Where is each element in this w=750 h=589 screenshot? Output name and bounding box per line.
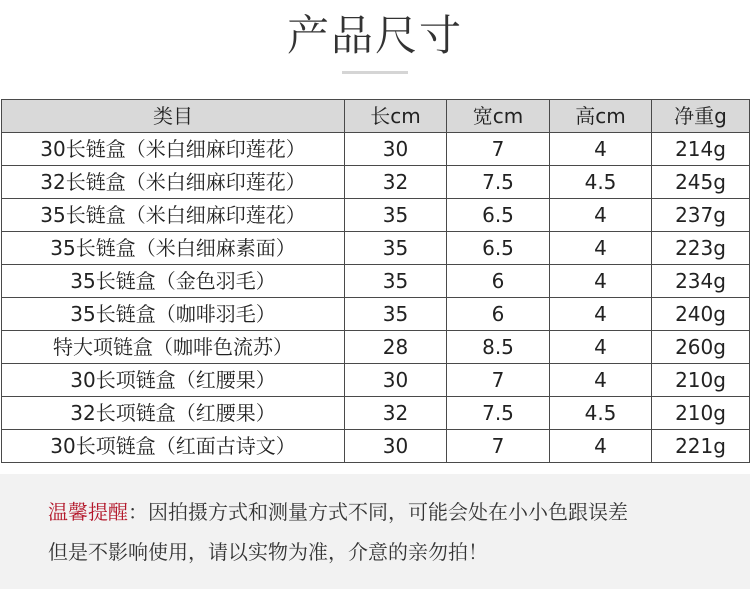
size-table xyxy=(1,99,750,463)
notice-label: 温馨提醒 xyxy=(48,500,128,524)
cell-height: 4 xyxy=(550,430,652,463)
title-underline xyxy=(342,71,408,74)
table-row xyxy=(2,199,750,232)
cell-width: 8.5 xyxy=(447,331,550,364)
title-section xyxy=(0,0,750,100)
cell-width: 6 xyxy=(447,298,550,331)
notice-text-1: ：因拍摄方式和测量方式不同，可能会处在小小色跟误差 xyxy=(128,500,628,524)
cell-category: 30长链盒（米白细麻印莲花） xyxy=(2,133,345,166)
table-row xyxy=(2,265,750,298)
cell-weight: 237g xyxy=(652,199,750,232)
cell-height: 4 xyxy=(550,199,652,232)
cell-category: 35长链盒（咖啡羽毛） xyxy=(2,298,345,331)
notice-line-1 xyxy=(48,498,628,526)
cell-length: 35 xyxy=(345,298,447,331)
cell-height: 4 xyxy=(550,232,652,265)
table-row xyxy=(2,232,750,265)
cell-category: 30长项链盒（红面古诗文） xyxy=(2,430,345,463)
cell-height: 4 xyxy=(550,265,652,298)
cell-length: 35 xyxy=(345,265,447,298)
table-row xyxy=(2,430,750,463)
cell-height: 4 xyxy=(550,298,652,331)
cell-length: 28 xyxy=(345,331,447,364)
table-row xyxy=(2,166,750,199)
cell-weight: 240g xyxy=(652,298,750,331)
cell-category: 32长项链盒（红腰果） xyxy=(2,397,345,430)
cell-height: 4 xyxy=(550,133,652,166)
cell-length: 30 xyxy=(345,430,447,463)
table-body xyxy=(2,133,750,463)
cell-weight: 234g xyxy=(652,265,750,298)
cell-length: 32 xyxy=(345,166,447,199)
cell-category: 特大项链盒（咖啡色流苏） xyxy=(2,331,345,364)
page-title: 产品尺寸 xyxy=(286,11,463,60)
header-height: 高cm xyxy=(550,100,652,133)
header-category: 类目 xyxy=(2,100,345,133)
cell-category: 35长链盒（米白细麻印莲花） xyxy=(2,199,345,232)
header-weight: 净重g xyxy=(652,100,750,133)
cell-length: 30 xyxy=(345,133,447,166)
cell-weight: 245g xyxy=(652,166,750,199)
table-row xyxy=(2,133,750,166)
cell-weight: 223g xyxy=(652,232,750,265)
table-row xyxy=(2,298,750,331)
cell-width: 6 xyxy=(447,265,550,298)
table-row xyxy=(2,397,750,430)
cell-width: 6.5 xyxy=(447,199,550,232)
header-width: 宽cm xyxy=(447,100,550,133)
cell-category: 35长链盒（米白细麻素面） xyxy=(2,232,345,265)
cell-weight: 260g xyxy=(652,331,750,364)
cell-height: 4.5 xyxy=(550,166,652,199)
cell-weight: 221g xyxy=(652,430,750,463)
cell-width: 7.5 xyxy=(447,166,550,199)
header-length: 长cm xyxy=(345,100,447,133)
cell-height: 4.5 xyxy=(550,397,652,430)
cell-weight: 210g xyxy=(652,397,750,430)
cell-height: 4 xyxy=(550,331,652,364)
notice-line-2: 但是不影响使用，请以实物为准，介意的亲勿拍！ xyxy=(48,540,488,564)
cell-length: 32 xyxy=(345,397,447,430)
table-row xyxy=(2,364,750,397)
cell-category: 35长链盒（金色羽毛） xyxy=(2,265,345,298)
cell-length: 35 xyxy=(345,232,447,265)
table-row xyxy=(2,331,750,364)
cell-category: 32长链盒（米白细麻印莲花） xyxy=(2,166,345,199)
cell-width: 7 xyxy=(447,364,550,397)
cell-width: 7 xyxy=(447,430,550,463)
table-header-row xyxy=(2,100,750,133)
cell-width: 7.5 xyxy=(447,397,550,430)
cell-weight: 214g xyxy=(652,133,750,166)
cell-category: 30长项链盒（红腰果） xyxy=(2,364,345,397)
cell-width: 7 xyxy=(447,133,550,166)
cell-length: 30 xyxy=(345,364,447,397)
cell-length: 35 xyxy=(345,199,447,232)
notice-box xyxy=(0,474,750,589)
cell-width: 6.5 xyxy=(447,232,550,265)
cell-weight: 210g xyxy=(652,364,750,397)
cell-height: 4 xyxy=(550,364,652,397)
